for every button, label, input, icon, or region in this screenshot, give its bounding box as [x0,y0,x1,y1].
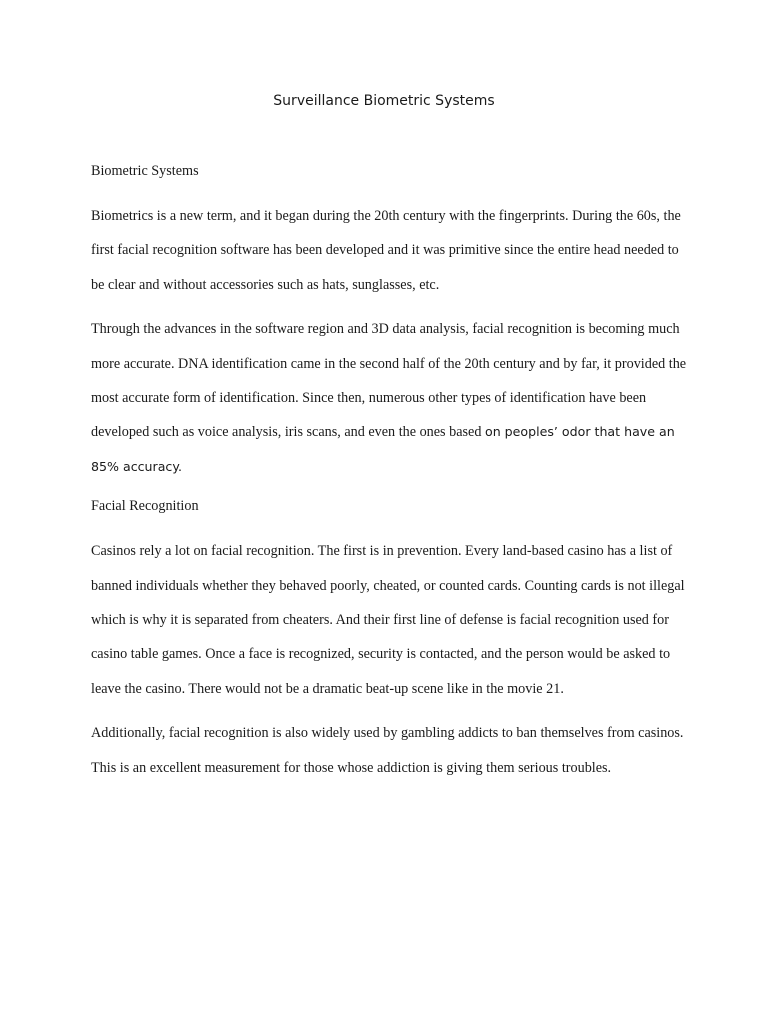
paragraph-biometrics-history: Biometrics is a new term, and it began during the 20th century with the fingerprints. During the 60s, the first facial recognition software has been developed and it was primitive since the entire head needed to be clear and without accessories such as hats, sunglasses, etc. [91,208,681,293]
paragraph-recognition-advances-tail: on peoples’ odor that have an 85% accuracy. [91,424,675,474]
document-title: Surveillance Biometric Systems [273,93,495,109]
paragraph-recognition-advances-text: Through the advances in the software region and 3D data analysis, facial recognition is becoming much more accurate. DNA identification came in the second half of the 20th century and by far, it provided the most accurate form of identification. Since then, numerous other types of identification have been developed such as voice analysis, iris scans, and even the ones based [91,321,687,441]
paragraph-self-ban: Additionally, facial recognition is also widely used by gambling addicts to ban themselves from casinos. This is an excellent measurement for those whose addiction is giving them serious troubles. [91,725,684,776]
paragraph-casinos-prevention: Casinos rely a lot on facial recognition. The first is in prevention. Every land-based casino has a list of banned individuals whether they behaved poorly, cheated, or counted cards. Counting cards is not illegal which is why it is separated from cheaters. And their first line of defense is facial recognition used for casino table games. Once a face is recognized, security is contacted, and the person would be asked to leave the casino. There would not be a dramatic beat-up scene like in the movie 21. [91,543,685,697]
section-heading-facial-recognition: Facial Recognition [91,498,199,515]
document-body [91,159,691,795]
section-heading-biometric-systems: Biometric Systems [91,163,199,179]
paragraph-recognition-advances [91,312,691,484]
